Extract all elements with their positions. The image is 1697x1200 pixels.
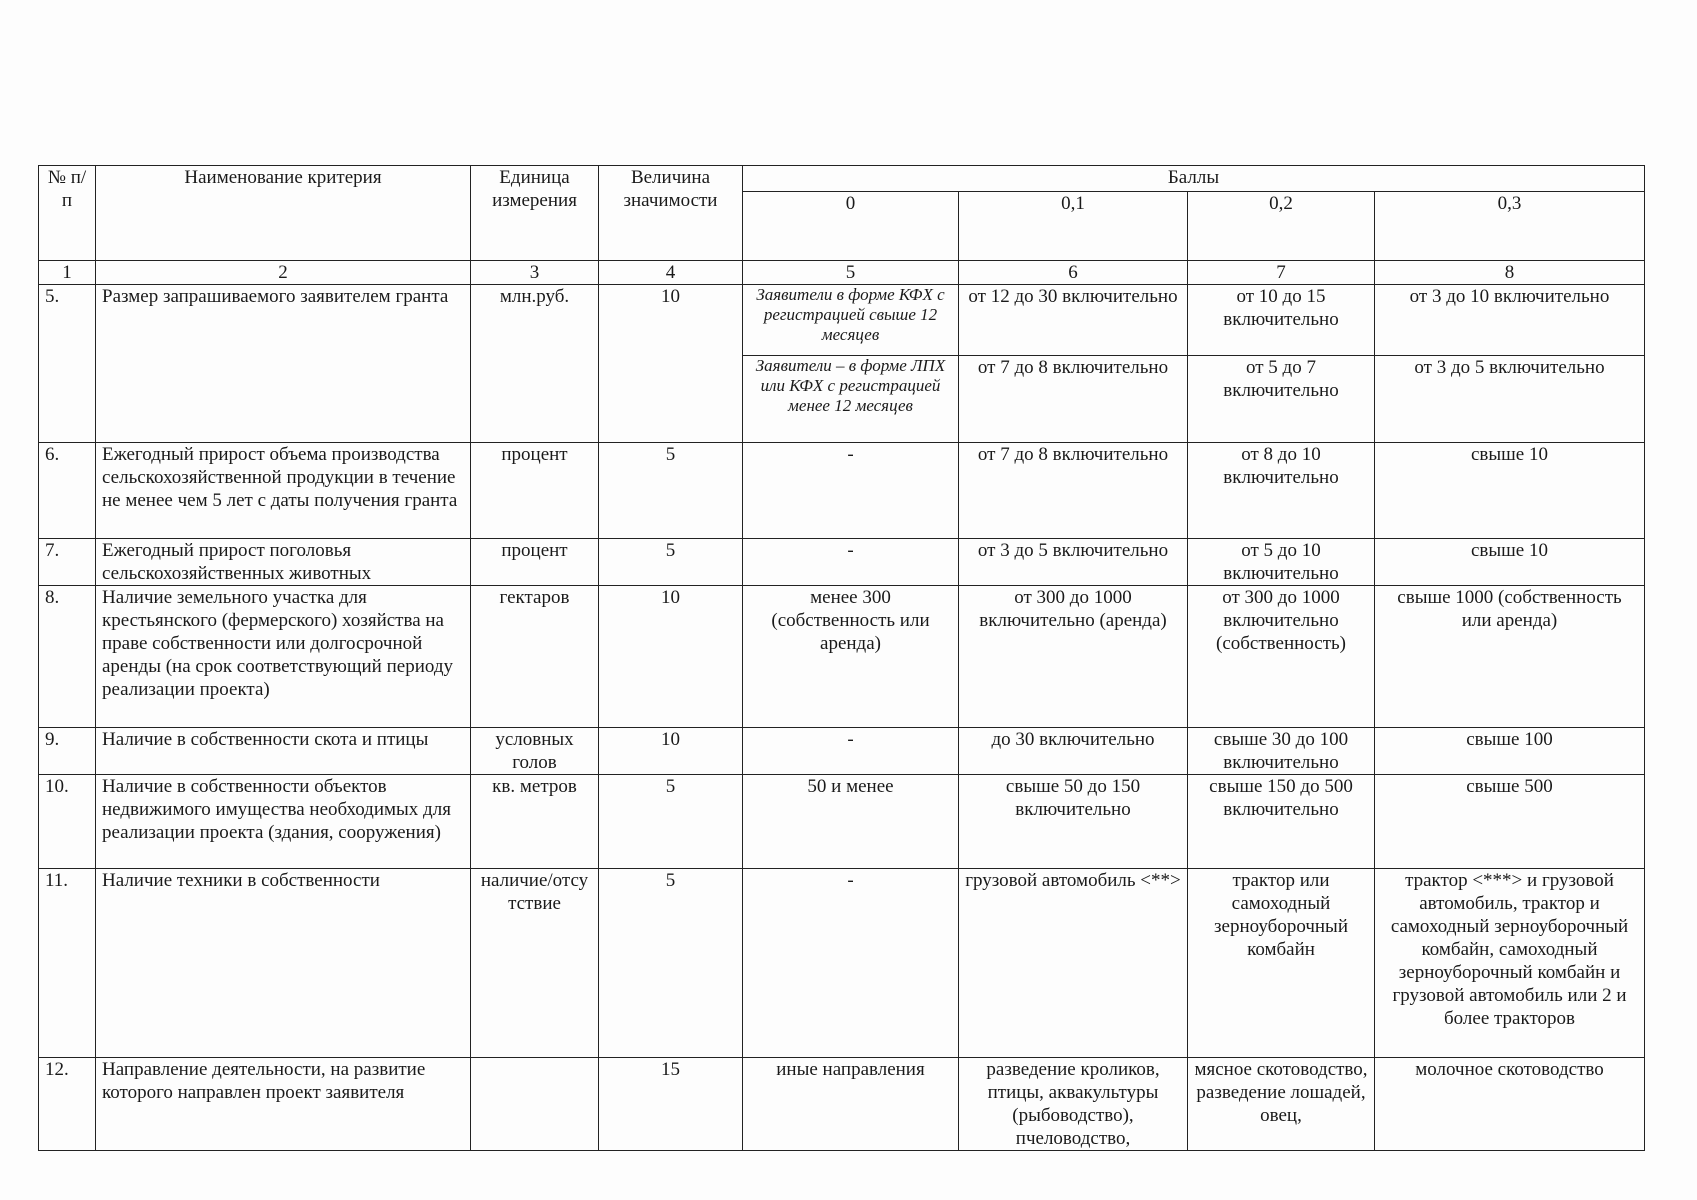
- criterion-unit: кв. метров: [471, 775, 599, 869]
- points-01-cell: от 12 до 30 включительно: [959, 285, 1188, 356]
- points-01-cell: от 3 до 5 включительно: [959, 539, 1188, 586]
- header-weight: Величина значимости: [599, 166, 743, 261]
- criterion-name: Наличие техники в собственности: [96, 869, 471, 1058]
- points-03-cell: трактор <***> и грузовой автомобиль, трактор и самоходный зерноуборочный комбайн, самоходный зерноуборочный комбайн и грузовой автомобиль или 2 и более тракторов: [1375, 869, 1645, 1058]
- column-number: 8: [1375, 261, 1645, 285]
- points-02-cell: от 5 до 7 включительно: [1188, 356, 1375, 443]
- points-03-cell: свыше 10: [1375, 443, 1645, 539]
- criterion-name: Размер запрашиваемого заявителем гранта: [96, 285, 471, 443]
- column-number: 5: [743, 261, 959, 285]
- column-number: 1: [39, 261, 96, 285]
- points-03-cell: от 3 до 10 включительно: [1375, 285, 1645, 356]
- criterion-name: Направление деятельности, на развитие которого направлен проект заявителя: [96, 1058, 471, 1151]
- criterion-weight: 10: [599, 586, 743, 728]
- column-number: 7: [1188, 261, 1375, 285]
- points-02-cell: свыше 150 до 500 включительно: [1188, 775, 1375, 869]
- row-number: 11.: [39, 869, 96, 1058]
- points-03-cell: свыше 500: [1375, 775, 1645, 869]
- table-row: [39, 728, 1645, 775]
- points-01-cell: от 7 до 8 включительно: [959, 356, 1188, 443]
- points-01-cell: от 7 до 8 включительно: [959, 443, 1188, 539]
- points-0-cell: -: [743, 728, 959, 775]
- criterion-weight: 10: [599, 728, 743, 775]
- row-number: 9.: [39, 728, 96, 775]
- criterion-unit: условных голов: [471, 728, 599, 775]
- points-02-cell: свыше 30 до 100 включительно: [1188, 728, 1375, 775]
- table-row: [39, 443, 1645, 539]
- criterion-unit: [471, 1058, 599, 1151]
- column-number: 3: [471, 261, 599, 285]
- points-01-cell: разведение кроликов, птицы, аквакультуры (рыбоводство), пчеловодство,: [959, 1058, 1188, 1151]
- header-points-01: 0,1: [959, 192, 1188, 261]
- table-row: [39, 869, 1645, 1058]
- points-01-cell: грузовой автомобиль <**>: [959, 869, 1188, 1058]
- points-0-cell: менее 300 (собственность или аренда): [743, 586, 959, 728]
- criteria-table: [38, 165, 1645, 1151]
- criterion-weight: 5: [599, 869, 743, 1058]
- criterion-unit: процент: [471, 539, 599, 586]
- criterion-weight: 5: [599, 539, 743, 586]
- points-03-cell: свыше 100: [1375, 728, 1645, 775]
- criterion-name: Ежегодный прирост объема производства сельскохозяйственной продукции в течение не менее чем 5 лет с даты получения гранта: [96, 443, 471, 539]
- row-number: 8.: [39, 586, 96, 728]
- row-number: 10.: [39, 775, 96, 869]
- criterion-unit: гектаров: [471, 586, 599, 728]
- header-criterion-name: Наименование критерия: [96, 166, 471, 261]
- points-0-cell: 50 и менее: [743, 775, 959, 869]
- column-numbers-row: [39, 261, 1645, 285]
- points-02-cell: от 5 до 10 включительно: [1188, 539, 1375, 586]
- header-points-03: 0,3: [1375, 192, 1645, 261]
- header-unit: Единица измерения: [471, 166, 599, 261]
- row-number: 12.: [39, 1058, 96, 1151]
- criterion-weight: 5: [599, 443, 743, 539]
- points-02-cell: мясное скотоводство, разведение лошадей, овец,: [1188, 1058, 1375, 1151]
- points-02-cell: от 8 до 10 включительно: [1188, 443, 1375, 539]
- points-03-cell: молочное скотоводство: [1375, 1058, 1645, 1151]
- column-number: 2: [96, 261, 471, 285]
- criterion-name: Наличие в собственности объектов недвижимого имущества необходимых для реализации проекта (здания, сооружения): [96, 775, 471, 869]
- table-row: [39, 586, 1645, 728]
- criterion-name: Наличие в собственности скота и птицы: [96, 728, 471, 775]
- points-03-cell: свыше 10: [1375, 539, 1645, 586]
- points-0-cell: Заявители в форме КФХ с регистрацией свыше 12 месяцев: [743, 285, 959, 356]
- criterion-unit: процент: [471, 443, 599, 539]
- points-0-cell: -: [743, 539, 959, 586]
- criterion-name: Наличие земельного участка для крестьянского (фермерского) хозяйства на праве собственности или долгосрочной аренды (на срок соответствующий периоду реализации проекта): [96, 586, 471, 728]
- table-row: [39, 539, 1645, 586]
- table-row: [39, 285, 1645, 356]
- points-0-cell: Заявители – в форме ЛПХ или КФХ с регистрацией менее 12 месяцев: [743, 356, 959, 443]
- row-number: 6.: [39, 443, 96, 539]
- points-01-cell: до 30 включительно: [959, 728, 1188, 775]
- header-no: № п/п: [39, 166, 96, 261]
- header-row: [39, 166, 1645, 192]
- points-02-cell: трактор или самоходный зерноуборочный комбайн: [1188, 869, 1375, 1058]
- criterion-weight: 5: [599, 775, 743, 869]
- column-number: 6: [959, 261, 1188, 285]
- points-01-cell: свыше 50 до 150 включительно: [959, 775, 1188, 869]
- column-number: 4: [599, 261, 743, 285]
- points-02-cell: от 300 до 1000 включительно (собственность): [1188, 586, 1375, 728]
- row-number: 5.: [39, 285, 96, 443]
- points-01-cell: от 300 до 1000 включительно (аренда): [959, 586, 1188, 728]
- points-0-cell: -: [743, 869, 959, 1058]
- header-points: Баллы: [743, 166, 1645, 192]
- header-points-0: 0: [743, 192, 959, 261]
- points-0-cell: -: [743, 443, 959, 539]
- criterion-unit: млн.руб.: [471, 285, 599, 443]
- criterion-unit: наличие/отсутствие: [471, 869, 599, 1058]
- criterion-weight: 10: [599, 285, 743, 443]
- row-number: 7.: [39, 539, 96, 586]
- criterion-name: Ежегодный прирост поголовья сельскохозяйственных животных: [96, 539, 471, 586]
- points-0-cell: иные направления: [743, 1058, 959, 1151]
- criterion-weight: 15: [599, 1058, 743, 1151]
- table-row: [39, 775, 1645, 869]
- points-03-cell: свыше 1000 (собственность или аренда): [1375, 586, 1645, 728]
- header-points-02: 0,2: [1188, 192, 1375, 261]
- table-row: [39, 1058, 1645, 1151]
- points-03-cell: от 3 до 5 включительно: [1375, 356, 1645, 443]
- points-02-cell: от 10 до 15 включительно: [1188, 285, 1375, 356]
